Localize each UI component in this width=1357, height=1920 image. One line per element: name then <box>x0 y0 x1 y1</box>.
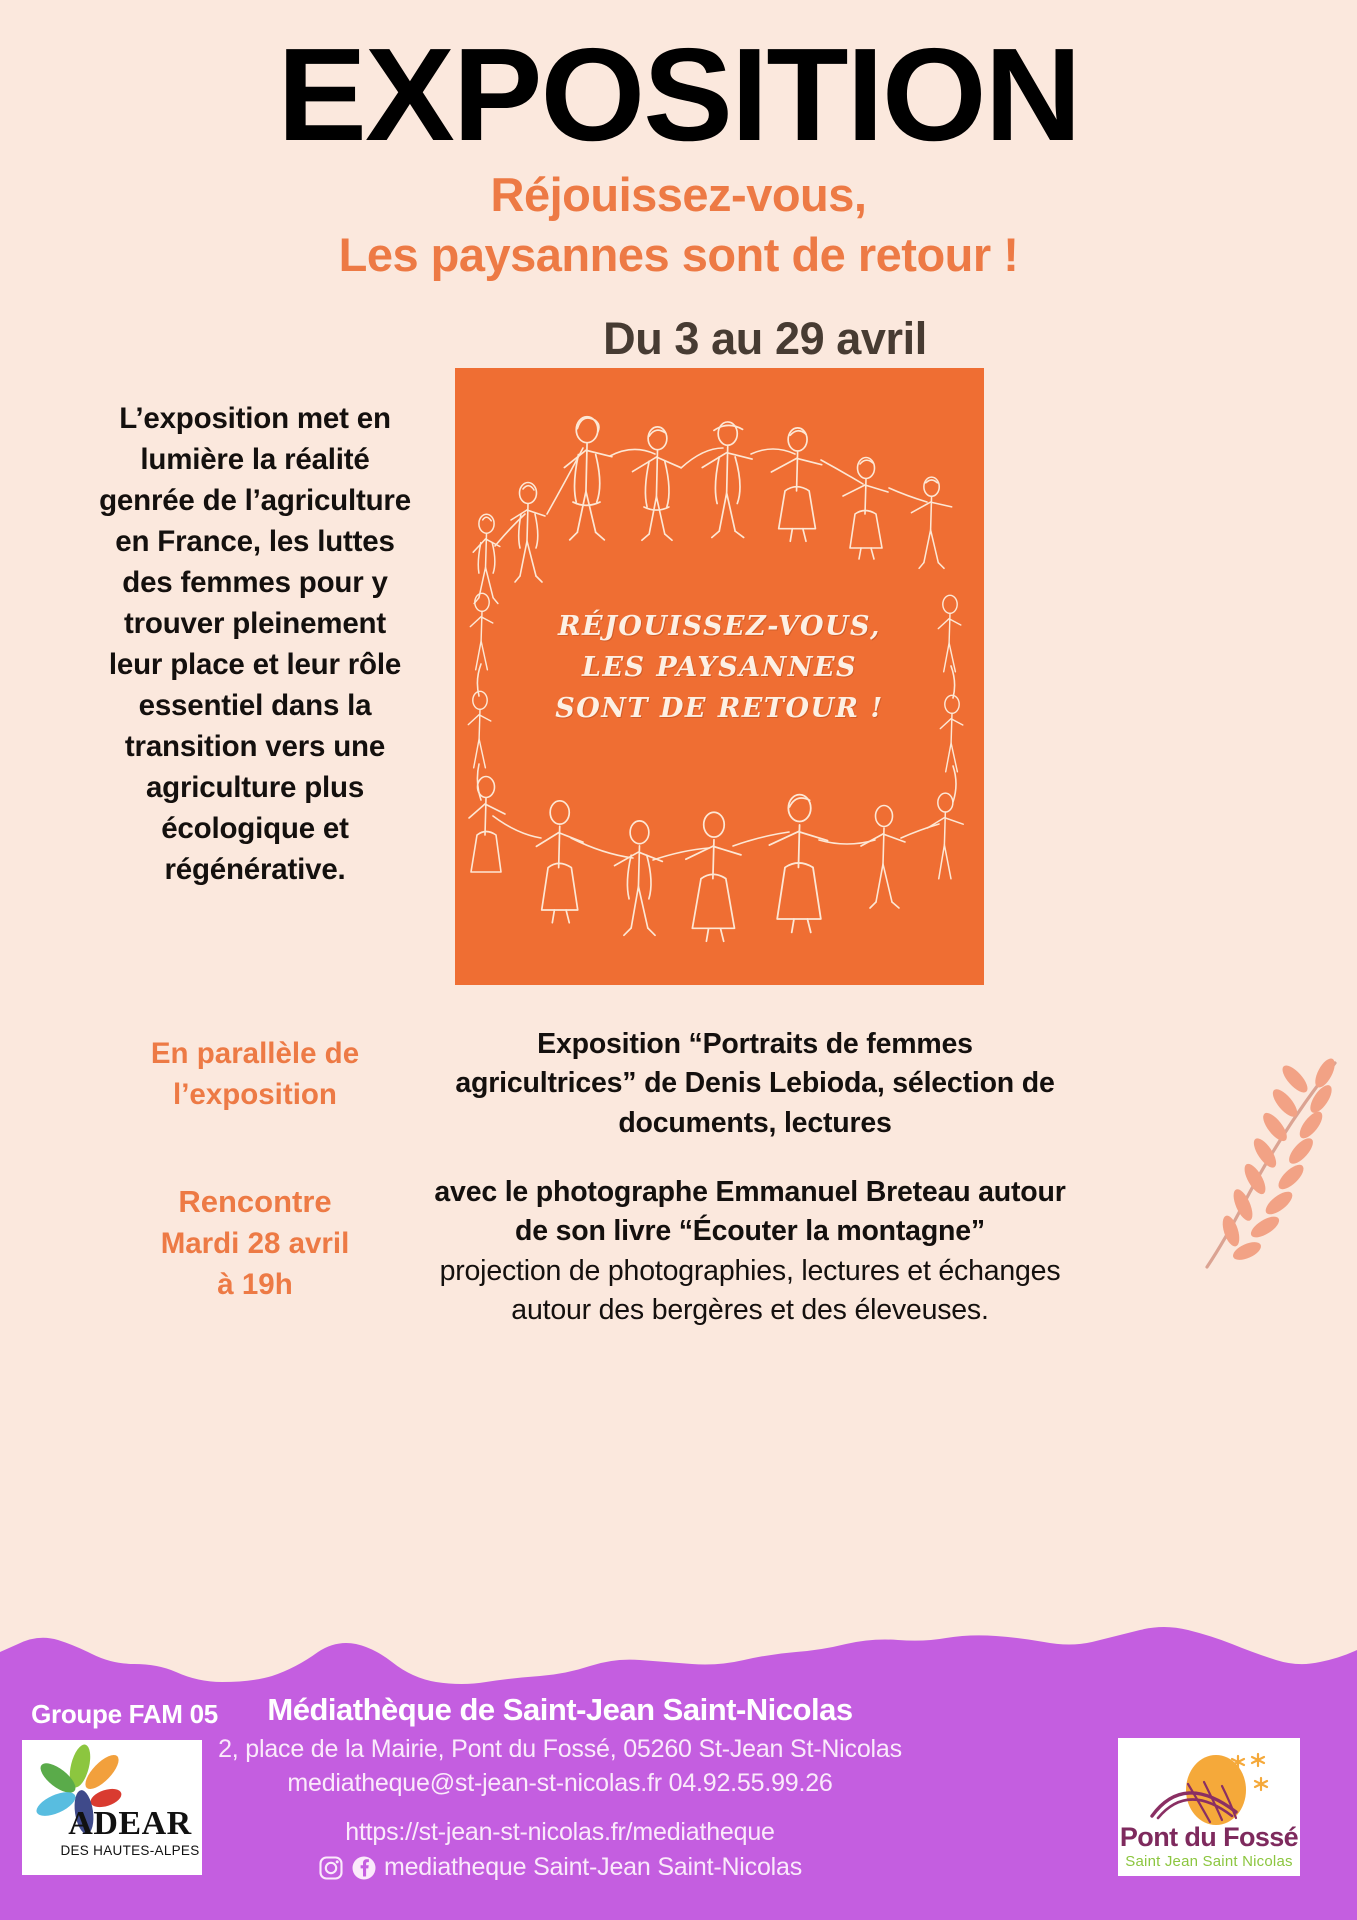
meeting-time: à 19h <box>217 1268 293 1302</box>
library-name: Médiathèque de Saint-Jean Saint-Nicolas <box>267 1692 853 1727</box>
pont-du-fosse-logo <box>1118 1738 1300 1876</box>
page-subtitle <box>0 165 1357 285</box>
exhibition-dates: Du 3 au 29 avril <box>603 313 927 364</box>
social-handle: mediatheque Saint-Jean Saint-Nicolas <box>383 1853 803 1881</box>
artwork-caption-line-1: RÉJOUISSEZ-VOUS, <box>558 611 881 642</box>
meeting-details <box>420 1173 1080 1330</box>
meeting-heading: Rencontre <box>178 1184 332 1219</box>
page-title: EXPOSITION <box>277 21 1080 168</box>
svg-text:DES HAUTES-ALPES: DES HAUTES-ALPES <box>60 1843 200 1858</box>
laurel-branch-icon <box>1185 1055 1357 1275</box>
address-line-1: 2, place de la Mairie, Pont du Fossé, 05260 St-Jean St-Nicolas <box>218 1735 902 1763</box>
footer <box>0 1620 1357 1920</box>
partner-group-label: Groupe FAM 05 <box>31 1699 218 1729</box>
meeting-details-strong: avec le photographe Emmanuel Breteau autour de son livre “Écouter la montagne” <box>434 1176 1066 1248</box>
artwork-caption-line-2: LES PAYSANNES <box>581 652 858 684</box>
parallel-program-text: Exposition “Portraits de femmes agricultrices” de Denis Lebioda, sélection de documents, lectures <box>455 1028 1055 1139</box>
library-website[interactable]: https://st-jean-st-nicolas.fr/mediatheque <box>345 1818 775 1846</box>
exhibition-poster-artwork <box>455 368 984 985</box>
instagram-icon[interactable] <box>318 1855 344 1881</box>
svg-text:Saint Jean Saint Nicolas: Saint Jean Saint Nicolas <box>1125 1853 1293 1870</box>
facebook-icon[interactable] <box>351 1855 377 1881</box>
address-line-2: mediatheque@st-jean-st-nicolas.fr 04.92.55.99.26 <box>287 1769 833 1797</box>
meeting-date: Mardi 28 avril <box>160 1227 350 1261</box>
adear-logo <box>22 1740 202 1875</box>
library-address <box>195 1732 925 1800</box>
exhibition-description: L’exposition met en lumière la réalité genrée de l’agriculture en France, les luttes des femmes pour y trouver pleinement leur place et leur rôle essentiel dans la transition vers une agriculture plus écologique et régénérative. <box>99 402 411 886</box>
meeting-details-regular: projection de photographies, lectures et échanges autour des bergères et des éleveuses. <box>439 1254 1061 1326</box>
svg-text:Pont du Fossé: Pont du Fossé <box>1119 1822 1299 1852</box>
social-links <box>215 1853 905 1882</box>
svg-text:ADEAR: ADEAR <box>68 1805 192 1842</box>
parallel-heading: En parallèle de l’exposition <box>150 1037 360 1111</box>
meeting-block <box>95 1180 415 1305</box>
subtitle-line-2: Les paysannes sont de retour ! <box>338 228 1019 282</box>
subtitle-line-1: Réjouissez-vous, <box>490 168 867 221</box>
artwork-caption-line-3: SONT DE RETOUR ! <box>555 693 884 725</box>
